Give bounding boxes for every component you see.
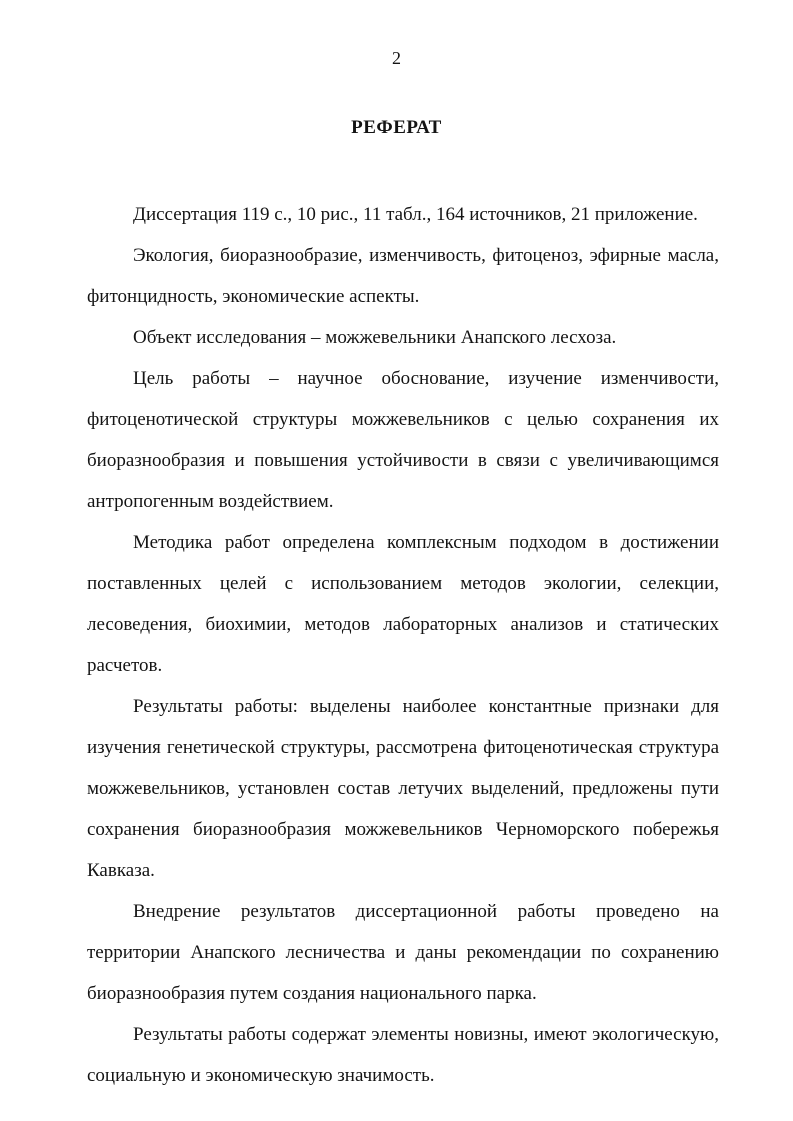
paragraph-implementation: Внедрение результатов диссертационной работы проведено на территории Анапского лесничества и даны рекомендации по сохранению биоразнообразия путем создания национального парка. — [87, 901, 719, 1004]
paragraph-research-object: Объект исследования – можжевельники Анапского лесхоза. — [133, 327, 617, 348]
paragraph-methodology: Методика работ определена комплексным подходом в достижении поставленных целей с использованием методов экологии, селекции, лесоведения, биохимии, методов лабораторных анализов и статических расчетов. — [87, 532, 719, 676]
paragraph-keywords: Экология, биоразнообразие, изменчивость, фитоценоз, эфирные масла, фитонцидность, экономические аспекты. — [87, 245, 719, 307]
paragraph-dissertation-summary: Диссертация 119 с., 10 рис., 11 табл., 164 источников, 21 приложение. — [133, 204, 698, 225]
paragraph-significance: Результаты работы содержат элементы новизны, имеют экологическую, социальную и экономическую значимость. — [87, 1024, 719, 1086]
paragraph-results: Результаты работы: выделены наиболее константные признаки для изучения генетической структуры, рассмотрена фитоценотическая структура можжевельников, установлен состав летучих выделений, предложены пути сохранения биоразнообразия можжевельников Черноморского побережья Кавказа. — [87, 696, 719, 881]
page-number: 2 — [392, 48, 401, 68]
paragraph-goal: Цель работы – научное обоснование, изучение изменчивости, фитоценотической структуры можжевельников с целью сохранения их биоразнообразия и повышения устойчивости в связи с увеличивающимся антропогенным воздействием. — [87, 368, 719, 512]
abstract-body — [87, 194, 719, 1096]
page-title: РЕФЕРАТ — [351, 117, 442, 138]
